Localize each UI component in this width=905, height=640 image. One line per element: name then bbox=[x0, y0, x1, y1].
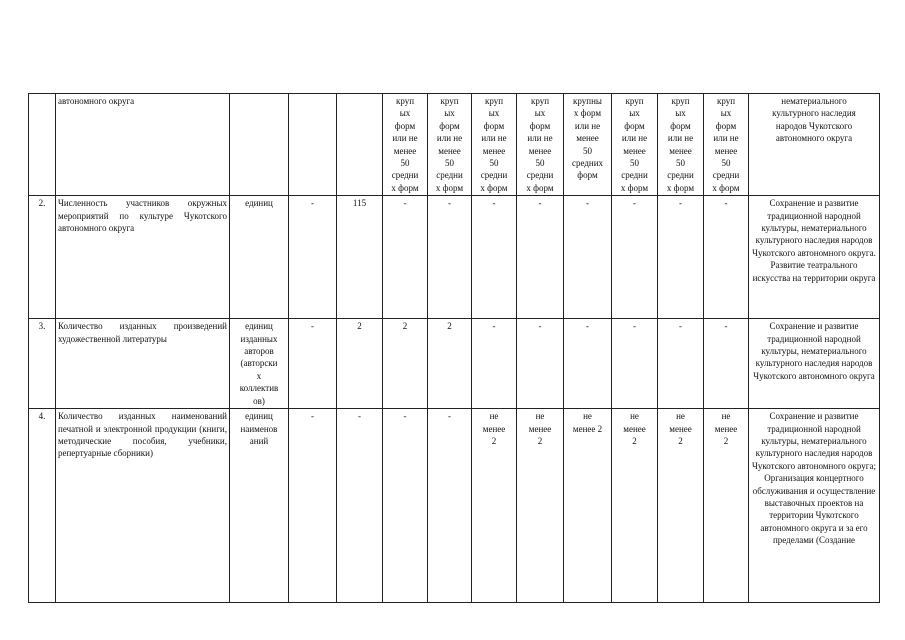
period-value-1: - bbox=[383, 196, 428, 319]
period-value-7: круп ых форм или не менее 50 средни х форм bbox=[658, 94, 704, 196]
unit: единиц наименов аний bbox=[230, 409, 289, 603]
period-value-1: 2 bbox=[383, 319, 428, 409]
indicator-name: Количество изданных произведений художественной литературы bbox=[56, 319, 230, 409]
table-row bbox=[29, 409, 880, 603]
row-number bbox=[29, 94, 56, 196]
row-number: 2. bbox=[29, 196, 56, 319]
period-value-8: - bbox=[704, 196, 749, 319]
base-value-2: - bbox=[337, 409, 383, 603]
period-value-8: не менее 2 bbox=[704, 409, 749, 603]
row-number: 3. bbox=[29, 319, 56, 409]
period-value-1: - bbox=[383, 409, 428, 603]
period-value-8: круп ых форм или не менее 50 средни х форм bbox=[704, 94, 749, 196]
period-value-6: - bbox=[612, 319, 658, 409]
indicator-name: Количество изданных наименований печатной и электронной продукции (книги, методические пособия, учебники, репертуарные сборники) bbox=[56, 409, 230, 603]
period-value-3: круп ых форм или не менее 50 средни х форм bbox=[472, 94, 517, 196]
period-value-4: не менее 2 bbox=[517, 409, 564, 603]
indicator-name: автономного округа bbox=[56, 94, 230, 196]
period-value-7: не менее 2 bbox=[658, 409, 704, 603]
period-value-2: - bbox=[428, 196, 472, 319]
period-value-4: - bbox=[517, 196, 564, 319]
period-value-8: - bbox=[704, 319, 749, 409]
base-value-2 bbox=[337, 94, 383, 196]
program-goal: Сохранение и развитие традиционной народной культуры, нематериального культурного наследия народов Чукотского автономного округа. Развитие театрального искусства на территории округа bbox=[749, 196, 880, 319]
table-row bbox=[29, 94, 880, 196]
unit bbox=[230, 94, 289, 196]
period-value-5: - bbox=[564, 319, 612, 409]
period-value-2: - bbox=[428, 409, 472, 603]
row-number: 4. bbox=[29, 409, 56, 603]
period-value-6: не менее 2 bbox=[612, 409, 658, 603]
period-value-2: круп ых форм или не менее 50 средни х форм bbox=[428, 94, 472, 196]
period-value-3: - bbox=[472, 319, 517, 409]
table-row bbox=[29, 319, 880, 409]
indicators-table bbox=[28, 93, 880, 603]
period-value-4: круп ых форм или не менее 50 средни х форм bbox=[517, 94, 564, 196]
base-value-1: - bbox=[289, 409, 337, 603]
program-goal: Сохранение и развитие традиционной народной культуры, нематериального культурного наследия народов Чукотского автономного округа bbox=[749, 319, 880, 409]
base-value-1: - bbox=[289, 196, 337, 319]
period-value-5: не менее 2 bbox=[564, 409, 612, 603]
period-value-1: круп ых форм или не менее 50 средни х форм bbox=[383, 94, 428, 196]
unit: единиц bbox=[230, 196, 289, 319]
period-value-3: - bbox=[472, 196, 517, 319]
program-goal: Сохранение и развитие традиционной народной культуры, нематериального культурного наследия народов Чукотского автономного округа; Организация концертного обслуживания и осуществление выставочных проектов на территории Чукотского автономного округа и за его пределами (Создание bbox=[749, 409, 880, 603]
table-row bbox=[29, 196, 880, 319]
base-value-1 bbox=[289, 94, 337, 196]
program-goal: нематериального культурного наследия народов Чукотского автономного округа bbox=[749, 94, 880, 196]
period-value-5: крупны х форм или не менее 50 средних форм bbox=[564, 94, 612, 196]
period-value-7: - bbox=[658, 196, 704, 319]
indicator-name: Численность участников окружных мероприятий по культуре Чукотского автономного округа bbox=[56, 196, 230, 319]
period-value-4: - bbox=[517, 319, 564, 409]
unit: единиц изданных авторов (авторски х коллектив ов) bbox=[230, 319, 289, 409]
period-value-2: 2 bbox=[428, 319, 472, 409]
period-value-7: - bbox=[658, 319, 704, 409]
base-value-2: 2 bbox=[337, 319, 383, 409]
period-value-6: - bbox=[612, 196, 658, 319]
period-value-6: круп ых форм или не менее 50 средни х форм bbox=[612, 94, 658, 196]
period-value-3: не менее 2 bbox=[472, 409, 517, 603]
base-value-2: 115 bbox=[337, 196, 383, 319]
base-value-1: - bbox=[289, 319, 337, 409]
period-value-5: - bbox=[564, 196, 612, 319]
